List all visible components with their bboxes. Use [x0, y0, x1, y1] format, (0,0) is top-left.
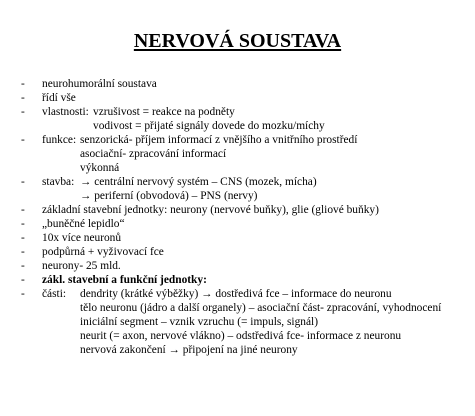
line-text: → periferní (obvodová) – PNS (nervy) [80, 190, 258, 202]
line-text: řídí vše [42, 92, 76, 104]
line-text: výkonná [80, 162, 120, 174]
line-text: neurit (= axon, nervové vlákno) – odstředivá fce- informace z neuronu [80, 330, 402, 342]
bullet-dash: - [21, 274, 25, 286]
bullet-dash: - [21, 260, 25, 272]
line-text: asociační- zpracování informací [80, 148, 227, 160]
line-text: základní stavební jednotky: neurony (nervové buňky), glie (gliové buňky) [42, 204, 379, 216]
line-text: vodivost = přijaté signály dovede do mozku/míchy [93, 120, 325, 132]
line-text: senzorická- příjem informací z vnějšího a vnitřního prostředí [80, 134, 358, 146]
bullet-dash: - [21, 92, 25, 104]
bullet-dash: - [21, 232, 25, 244]
line-text: → centrální nervový systém – CNS (mozek, mícha) [80, 176, 317, 188]
line-text: podpůrná + vyživovací fce [42, 246, 164, 258]
line-label: stavba: [42, 176, 75, 188]
line-text: neurony- 25 mld. [42, 260, 121, 272]
line-text: tělo neuronu (jádro a další organely) – asociační část- zpracování, vyhodnocení [80, 302, 442, 314]
line-label: funkce: [42, 134, 77, 146]
bullet-dash: - [21, 78, 25, 90]
line-text: iniciální segment – vznik vzruchu (= impuls, signál) [80, 316, 318, 328]
line-text: vzrušivost = reakce na podněty [93, 106, 235, 118]
bullet-dash: - [21, 176, 25, 188]
line-text: 10x více neuronů [42, 232, 122, 244]
bullet-dash: - [21, 288, 25, 300]
bullet-dash: - [21, 204, 25, 216]
line-text: „buněčné lepidlo“ [42, 218, 125, 230]
document-title: NERVOVÁ SOUSTAVA [133, 30, 342, 52]
bullet-dash: - [21, 218, 25, 230]
line-text: dendrity (krátké výběžky) → dostředivá fce – informace do neuronu [80, 288, 392, 300]
bullet-dash: - [21, 134, 25, 146]
line-text-bold: zákl. stavební a funkční jednotky: [42, 274, 207, 286]
line-text: nervová zakončení → připojení na jiné neurony [80, 344, 298, 356]
bullet-dash: - [21, 106, 25, 118]
line-label: části: [42, 288, 67, 300]
line-label: vlastnosti: [42, 106, 89, 118]
line-text: neurohumorální soustava [42, 78, 157, 90]
bullet-dash: - [21, 246, 25, 258]
